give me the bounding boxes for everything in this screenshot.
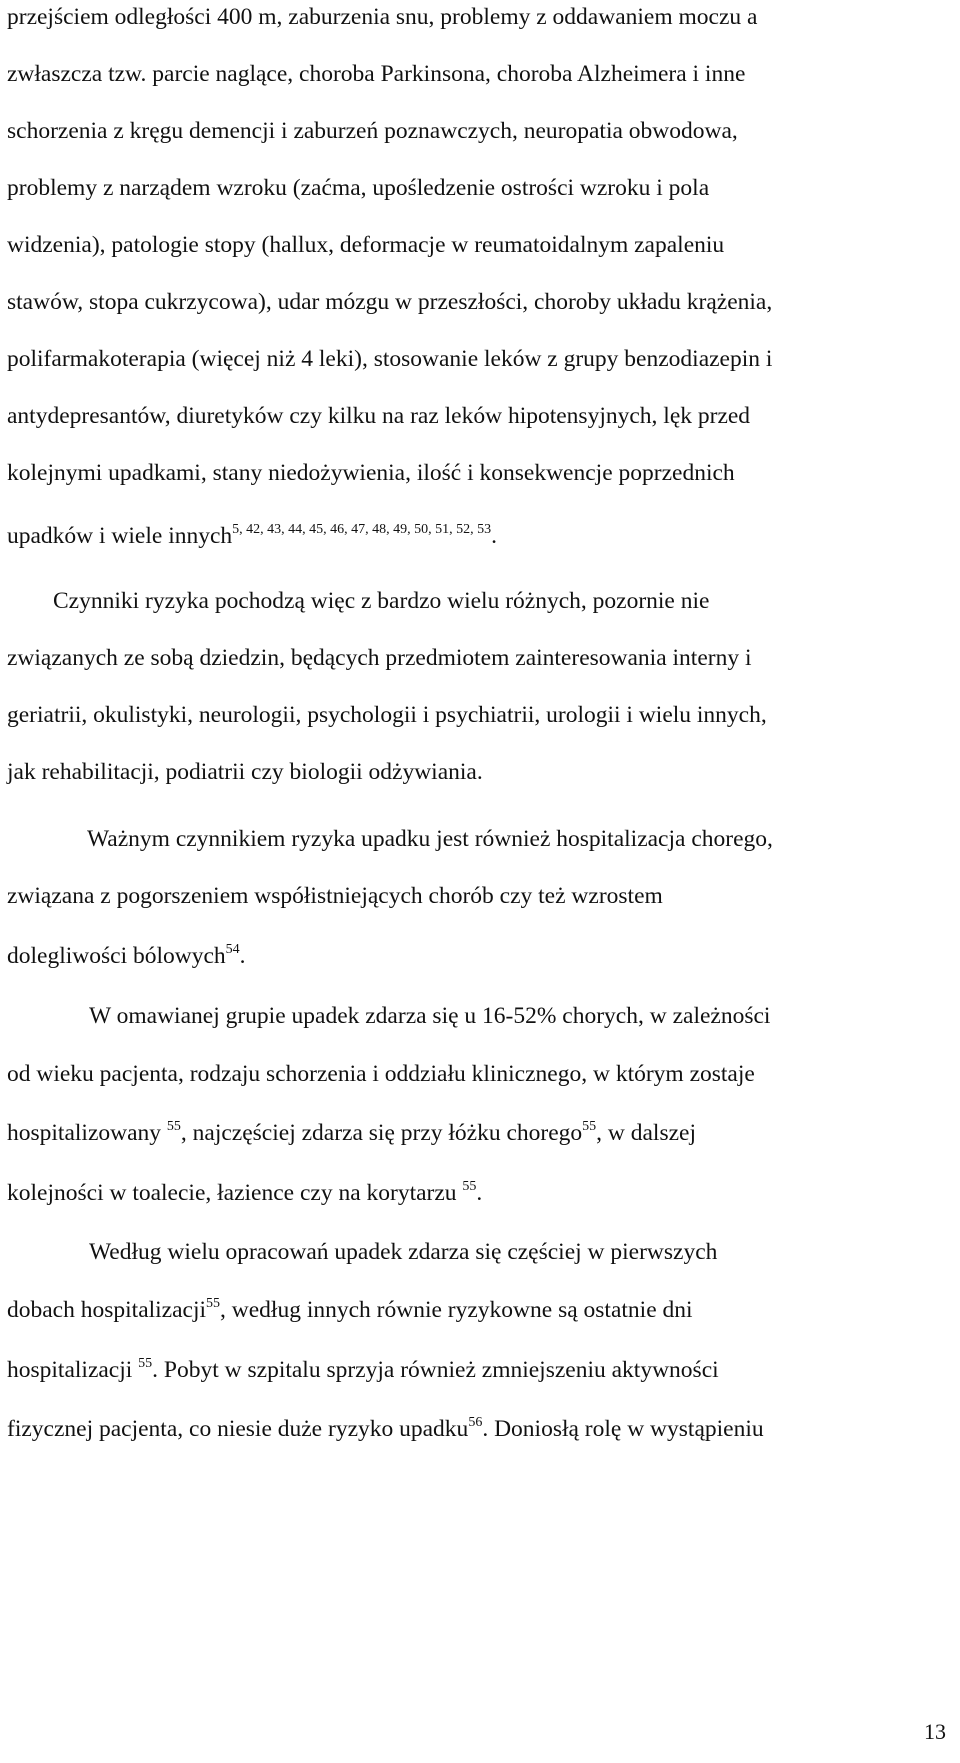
text-line — [7, 1414, 764, 1444]
citation-ref: 55 — [462, 1179, 477, 1194]
text-run: upadków i wiele innych — [7, 523, 233, 549]
text-line: stawów, stopa cukrzycowa), udar mózgu w przeszłości, choroby układu krążenia, — [7, 289, 773, 315]
text-run: . Pobyt w szpitalu sprzyja również zmniejszeniu aktywności — [152, 1357, 719, 1383]
text-line — [7, 1178, 482, 1208]
text-run: . — [239, 943, 246, 969]
text-line: przejściem odległości 400 m, zaburzenia snu, problemy z oddawaniem moczu a — [7, 4, 758, 30]
text-line — [7, 1295, 693, 1325]
text-line: polifarmakoterapia (więcej niż 4 leki), stosowanie leków z grupy benzodiazepin i — [7, 346, 773, 372]
text-line — [7, 1118, 696, 1148]
text-line: widzenia), patologie stopy (hallux, deformacje w reumatoidalnym zapaleniu — [7, 232, 725, 258]
text-line: schorzenia z kręgu demencji i zaburzeń poznawczych, neuropatia obwodowa, — [7, 118, 738, 144]
text-run: , najczęściej zdarza się przy łóżku chorego — [180, 1120, 583, 1146]
text-run: dobach hospitalizacji — [7, 1297, 207, 1323]
text-line: związanych ze sobą dziedzin, będących przedmiotem zainteresowania interny i — [7, 645, 752, 671]
citation-ref: 55 — [166, 1119, 181, 1134]
text-line: od wieku pacjenta, rodzaju schorzenia i oddziału klinicznego, w którym zostaje — [7, 1061, 755, 1087]
text-line: W omawianej grupie upadek zdarza się u 16-52% chorych, w zależności — [89, 1003, 771, 1029]
text-line: problemy z narządem wzroku (zaćma, upośledzenie ostrości wzroku i pola — [7, 175, 710, 201]
text-line: związana z pogorszeniem współistniejących chorób czy też wzrostem — [7, 883, 663, 909]
text-line: kolejnymi upadkami, stany niedożywienia, ilość i konsekwencje poprzednich — [7, 460, 735, 486]
page-number: 13 — [924, 1719, 946, 1744]
text-run: . — [476, 1180, 483, 1206]
text-run: , w dalszej — [596, 1120, 696, 1146]
citation-refs: 5, 42, 43, 44, 45, 46, 47, 48, 49, 50, 51, 52, 53 — [232, 522, 492, 537]
text-line: Czynniki ryzyka pochodzą więc z bardzo wielu różnych, pozornie nie — [53, 588, 710, 614]
text-line: Ważnym czynnikiem ryzyka upadku jest również hospitalizacja chorego, — [87, 826, 773, 852]
text-line — [7, 521, 497, 551]
text-run: . — [491, 523, 498, 549]
text-line: antydepresantów, diuretyków czy kilku na raz leków hipotensyjnych, lęk przed — [7, 403, 751, 429]
text-run: . Doniosłą rolę w wystąpieniu — [482, 1416, 764, 1442]
text-line — [7, 941, 246, 971]
text-run: hospitalizowany — [7, 1120, 167, 1146]
citation-ref: 55 — [206, 1296, 221, 1311]
text-run: kolejności w toalecie, łazience czy na korytarzu — [7, 1180, 463, 1206]
citation-ref: 55 — [582, 1119, 597, 1134]
citation-ref: 54 — [225, 942, 240, 957]
text-run: , według innych równie ryzykowne są ostatnie dni — [220, 1297, 693, 1323]
text-run: dolegliwości bólowych — [7, 943, 226, 969]
citation-ref: 56 — [468, 1415, 483, 1430]
text-line — [7, 1355, 719, 1385]
text-line: jak rehabilitacji, podiatrii czy biologii odżywiania. — [7, 759, 483, 785]
text-line: Według wielu opracowań upadek zdarza się częściej w pierwszych — [89, 1239, 718, 1265]
text-line: zwłaszcza tzw. parcie naglące, choroba Parkinsona, choroba Alzheimera i inne — [7, 61, 746, 87]
citation-ref: 55 — [138, 1356, 153, 1371]
text-run: hospitalizacji — [7, 1357, 139, 1383]
text-run: fizycznej pacjenta, co niesie duże ryzyko upadku — [7, 1416, 469, 1442]
text-line: geriatrii, okulistyki, neurologii, psychologii i psychiatrii, urologii i wielu innych, — [7, 702, 767, 728]
